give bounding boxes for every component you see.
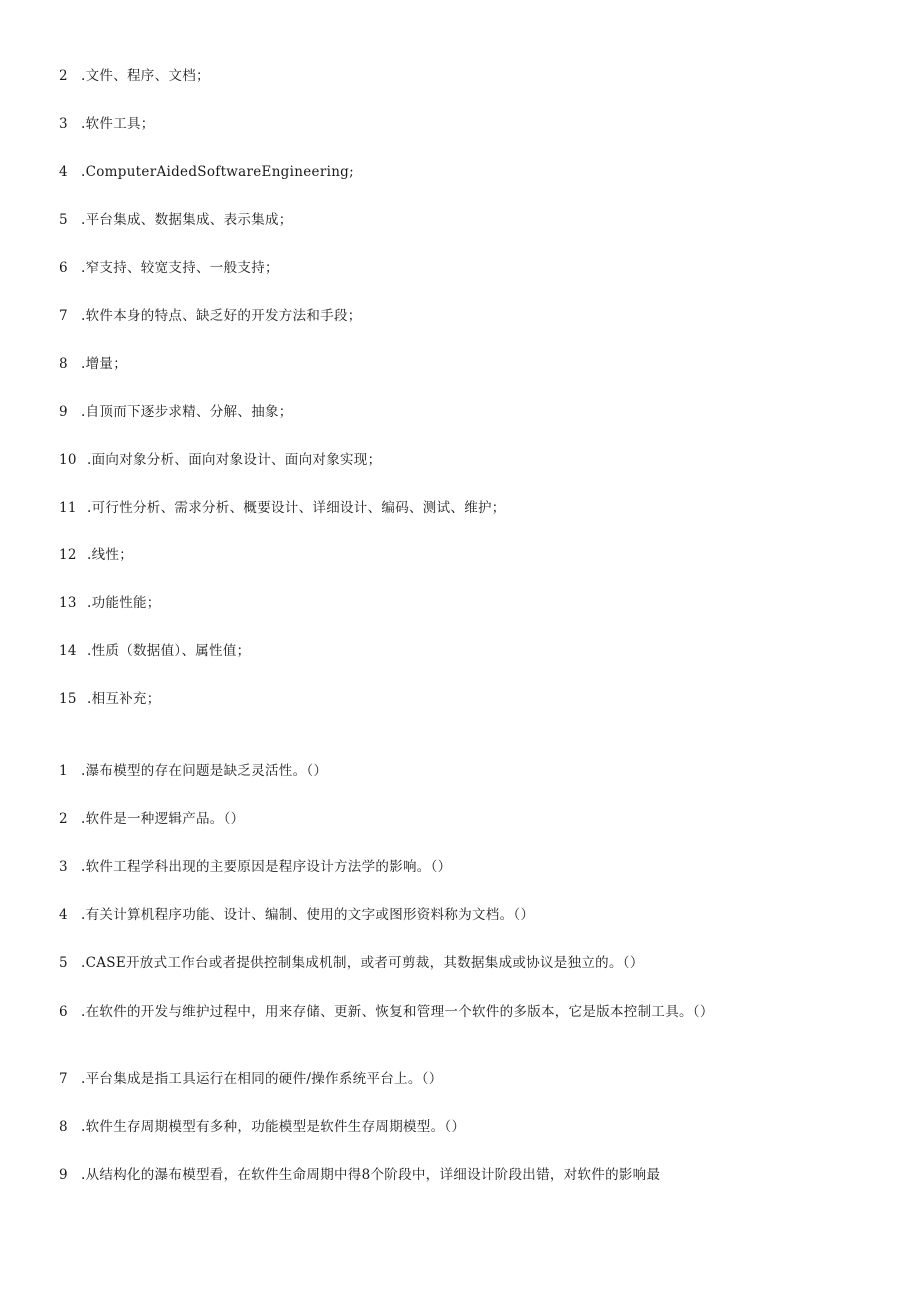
item-number: 7 xyxy=(59,308,68,324)
item-text: .软件生存周期模型有多种，功能模型是软件生存周期模型。（） xyxy=(81,1119,466,1135)
item-text: .性质（数据值）、属性值； xyxy=(87,643,251,659)
question-item xyxy=(59,1166,749,1185)
item-number: 5 xyxy=(59,212,68,228)
item-number: 12 xyxy=(59,547,77,563)
question-item xyxy=(59,1003,749,1022)
item-text: .增量； xyxy=(81,356,127,372)
answer-item xyxy=(59,307,749,326)
item-text: .可行性分析、需求分析、概要设计、详细设计、编码、测试、维护； xyxy=(87,500,506,516)
item-text: .平台集成、数据集成、表示集成； xyxy=(81,212,293,228)
item-number: 14 xyxy=(59,643,77,659)
answer-item xyxy=(59,451,749,470)
item-number: 9 xyxy=(59,404,68,420)
answer-item xyxy=(59,355,749,374)
answer-item xyxy=(59,642,749,661)
item-number: 4 xyxy=(59,907,68,923)
item-number: 3 xyxy=(59,859,68,875)
item-text: .软件本身的特点、缺乏好的开发方法和手段； xyxy=(81,308,362,324)
item-number: 3 xyxy=(59,116,68,132)
item-text: .有关计算机程序功能、设计、编制、使用的文字或图形资料称为文档。（） xyxy=(81,907,535,923)
answer-item xyxy=(59,499,749,518)
item-text: .软件工程学科出现的主要原因是程序设计方法学的影响。（） xyxy=(81,859,452,875)
question-item xyxy=(59,810,749,829)
item-text: .自顶而下逐步求精、分解、抽象； xyxy=(81,404,293,420)
item-text: .ComputerAidedSoftwareEngineering; xyxy=(81,164,354,180)
item-number: 6 xyxy=(59,260,68,276)
item-number: 13 xyxy=(59,595,77,611)
item-text: .线性； xyxy=(87,547,133,563)
answer-item xyxy=(59,259,749,278)
question-item xyxy=(59,1118,749,1137)
item-text: .从结构化的瀑布模型看，在软件生命周期中得8个阶段中，详细设计阶段出错，对软件的影响最 xyxy=(81,1167,661,1183)
item-text: .软件是一种逻辑产品。（） xyxy=(81,811,245,827)
answer-item xyxy=(59,403,749,422)
item-text: .软件工具； xyxy=(81,116,155,132)
item-text: .平台集成是指工具运行在相同的硬件/操作系统平台上。（） xyxy=(81,1071,443,1087)
item-text: .面向对象分析、面向对象设计、面向对象实现； xyxy=(87,452,382,468)
answer-item xyxy=(59,211,749,230)
item-text: .在软件的开发与维护过程中，用来存储、更新、恢复和管理一个软件的多版本，它是版本控制工具。（） xyxy=(81,1004,714,1020)
item-text: .功能性能； xyxy=(87,595,161,611)
item-number: 6 xyxy=(59,1004,68,1020)
item-number: 2 xyxy=(59,811,68,827)
item-number: 10 xyxy=(59,452,77,468)
item-number: 5 xyxy=(59,955,68,971)
question-item xyxy=(59,858,749,877)
answer-item xyxy=(59,67,749,86)
question-item xyxy=(59,954,749,973)
item-number: 2 xyxy=(59,68,68,84)
answer-item xyxy=(59,546,749,565)
answer-item xyxy=(59,115,749,134)
answer-item xyxy=(59,690,749,709)
item-text: .CASE开放式工作台或者提供控制集成机制，或者可剪裁，其数据集成或协议是独立的。（） xyxy=(81,955,644,971)
item-number: 11 xyxy=(59,500,77,516)
question-item xyxy=(59,906,749,925)
item-text: .相互补充； xyxy=(87,691,161,707)
item-text: .文件、程序、文档； xyxy=(81,68,210,84)
item-number: 4 xyxy=(59,164,68,180)
item-text: .窄支持、较宽支持、一般支持； xyxy=(81,260,279,276)
item-number: 15 xyxy=(59,691,77,707)
answer-item xyxy=(59,594,749,613)
question-item xyxy=(59,1070,749,1089)
item-number: 9 xyxy=(59,1167,68,1183)
answer-item xyxy=(59,163,749,182)
item-number: 8 xyxy=(59,356,68,372)
item-number: 8 xyxy=(59,1119,68,1135)
item-text: .瀑布模型的存在问题是缺乏灵活性。（） xyxy=(81,763,328,779)
item-number: 1 xyxy=(59,763,68,779)
question-item xyxy=(59,762,749,781)
item-number: 7 xyxy=(59,1071,68,1087)
